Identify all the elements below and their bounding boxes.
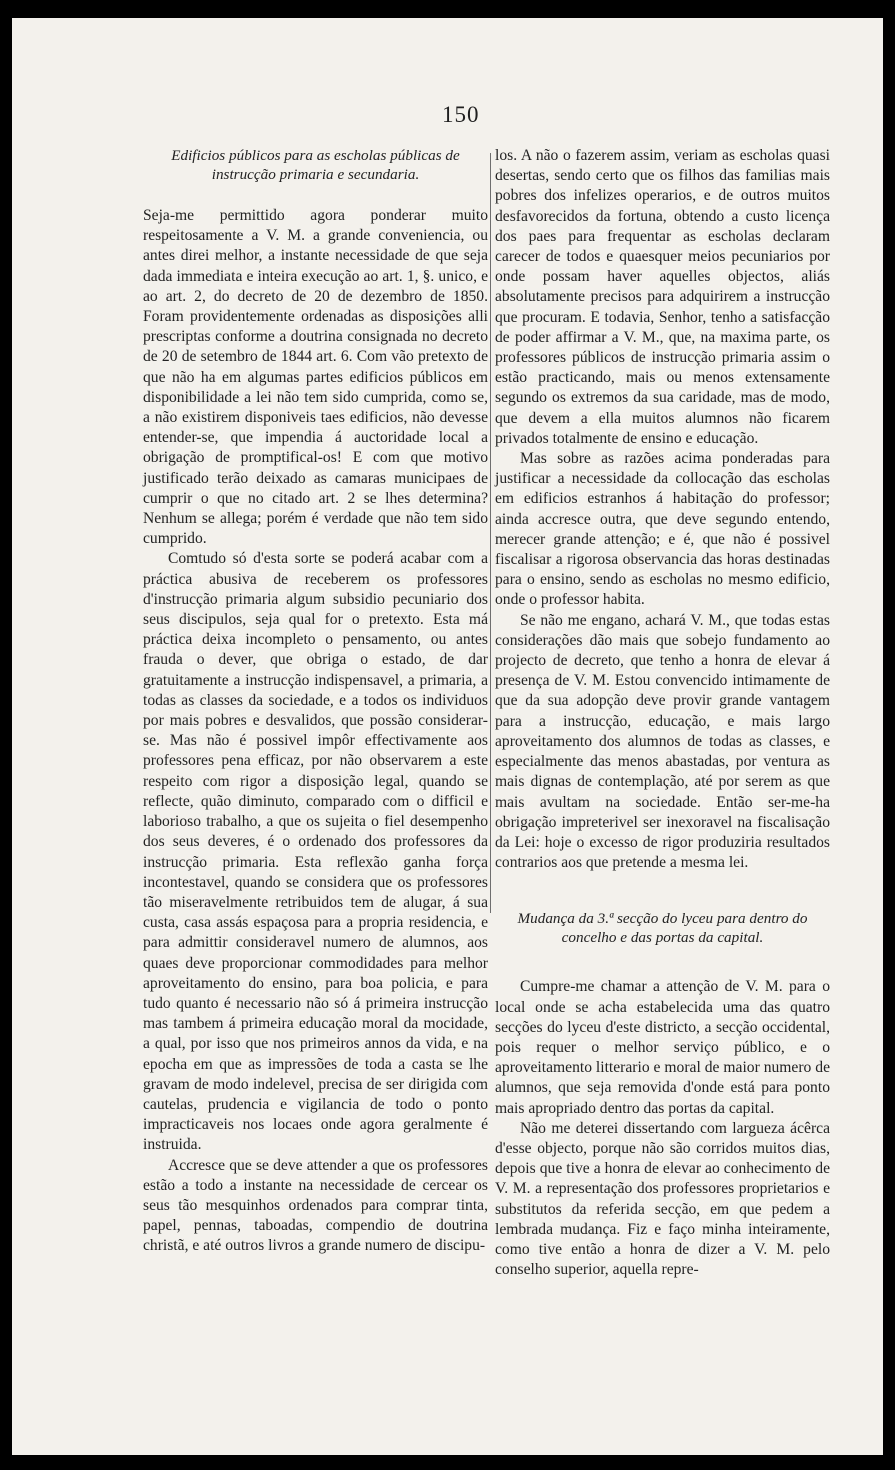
right-section-heading: Mudança da 3.ª secção do lyceu para dentro do concelho e das portas da capital.	[517, 910, 808, 947]
right-paragraph-2: Mas sobre as razões acima ponderadas para justificar a necessidade da collocação das escholas em edificios estranhos á habitação do professor; ainda accresce outra, que deve segundo entendo, merecer grande attenção; e é, que não é possivel fiscalisar a rigorosa observancia das horas destinadas para o ensino, sendo as escholas no mesmo edificio, onde o professor habita.	[495, 450, 830, 609]
left-paragraph-3: Accresce que se deve attender a que os professores estão a todo a instante na necessidade de cercear os seus tão mesquinhos ordenados para comprar tinta, papel, pennas, taboadas, compendio de doutrina christã, e até outros livros a grande numero de discipu-	[143, 1156, 488, 1255]
right-paragraph-5: Não me deterei dissertando com largueza ácêrca d'esse objecto, porque não são corridos muitos dias, depois que tive a honra de elevar ao conhecimento de V. M. a representação dos professores proprietarios e substitutos da referida secção, em que pedem a lembrada mudança. Fiz e faço minha inteiramente, como tive então a honra de dizer a V. M. pelo conselho superior, aquella repre-	[495, 1119, 830, 1279]
column-divider	[490, 153, 491, 913]
right-paragraph-3: Se não me engano, achará V. M., que todas estas considerações dão mais que sobejo fundamento ao projecto de decreto, que tenho a honra de elevar á presença de V. M. Estou convencido intimamente de que da sua adopção deve provir grande vantagem para a instrucção, educação, e mais largo aproveitamento dos alumnos de todas as classes, e especialmente das menos abastadas, por ventura as mais dignas de contemplação, até por serem as que mais avultam na sociedade. Então ser-me-ha obrigação impreterivel ser inexoravel na fiscalisação da Lei: hoje o excesso de rigor produziria resultados contrarios aos que pretende a mesma lei.	[495, 611, 830, 872]
left-paragraph-2: Comtudo só d'esta sorte se poderá acabar com a práctica abusiva de receberem os professores d'instrucção primaria algum subsidio pecuniario dos seus discipulos, seja qual for o pretexto. Esta má práctica deixa incompleto o pensamento, ou antes frauda o dever, que obriga o estado, de dar gratuitamente a instrucção indispensavel, a primaria, a todas as classes da sociedade, e a todos os individuos por mais pobres e desvalidos, que possão considerar-se. Mas não é possivel impôr effectivamente aos professores pena efficaz, por não observarem a este respeito com rigor a disposição legal, quando se reflecte, quão diminuto, comparado com o difficil e laborioso trabalho, a que os sujeita o fiel desempenho dos seus deveres, é o ordenado dos professores da instrucção primaria. Esta reflexão ganha força incontestavel, quando se considera que os professores tão miseravelmente retribuidos tem de alugar, á sua custa, casa assás espaçosa para a propria residencia, e para admittir consideravel numero de alumnos, aos quaes deve proporcionar commodidades para melhor aproveitamento do ensino, para boa policia, e para tudo quanto é necessario não só á primeira instrucção mas tambem á primeira educação moral da mocidade, a qual, por isso que nos primeiros annos da vida, e na epocha em que as impressões de toda a casta se lhe gravam de modo indelevel, precisa de ser dirigida com cautelas, prudencia e vigilancia de todo o ponto impracticaveis nos locaes onde agora geralmente é instruida.	[143, 550, 488, 1154]
left-section-heading: Edificios públicos para as escholas públicas de instrucção primaria e secundaria.	[171, 147, 460, 183]
document-page	[12, 18, 883, 1455]
left-column	[143, 146, 488, 1257]
page-number: 150	[442, 102, 480, 127]
right-paragraph-1: los. A não o fazerem assim, veriam as escholas quasi desertas, sendo certo que os filhos das familias mais pobres dos infelizes operarios, e de outros muitos desfavorecidos da fortuna, obtendo a custo licença dos paes para frequentar as escholas declaram carecer de todos e quaesquer meios pecuniarios por onde possam haver aquelles objectos, aliás absolutamente precisos para adquirirem a instrucção que procuram. E todavia, Senhor, tenho a satisfacção de poder affirmar a V. M., que, na maxima parte, os professores públicos de instrucção primaria assim o estão practicando, mais ou menos extensamente segundo os extremos da sua caridade, mas de modo, que devem a ella muitos alumnos não ficarem privados totalmente de ensino e educação.	[495, 147, 830, 447]
right-column	[495, 146, 830, 1280]
right-paragraph-4: Cumpre-me chamar a attenção de V. M. para o local onde se acha estabelecida uma das quatro secções do lyceu d'este districto, a secção occidental, pois requer o melhor serviço público, e o aproveitamento litterario e moral de maior numero de alumnos, que seja removida d'onde está para ponto mais apropriado dentro das portas da capital.	[495, 978, 830, 1117]
left-paragraph-1: Seja-me permittido agora ponderar muito respeitosamente a V. M. a grande conveniencia, ou antes direi melhor, a instante necessidade de que seja dada immediata e inteira execução ao art. 1, §. unico, e ao art. 2, do decreto de 20 de dezembro de 1850. Foram providentemente ordenadas as disposições alli prescriptas conforme a doutrina consignada no decreto de 20 de setembro de 1844 art. 6. Com vão pretexto de que não ha em algumas partes edificios públicos em disponibilidade a lei não tem sido cumprida, como se, a não existirem disponiveis taes edificios, não devesse entender-se, que impendia á auctoridade local a obrigação de promptifical-os! E com que motivo justificado terão deixado as camaras municipaes de cumprir o que no citado art. 2 se lhes determina? Nenhum se allega; porém é verdade que não tem sido cumprido.	[143, 207, 488, 548]
